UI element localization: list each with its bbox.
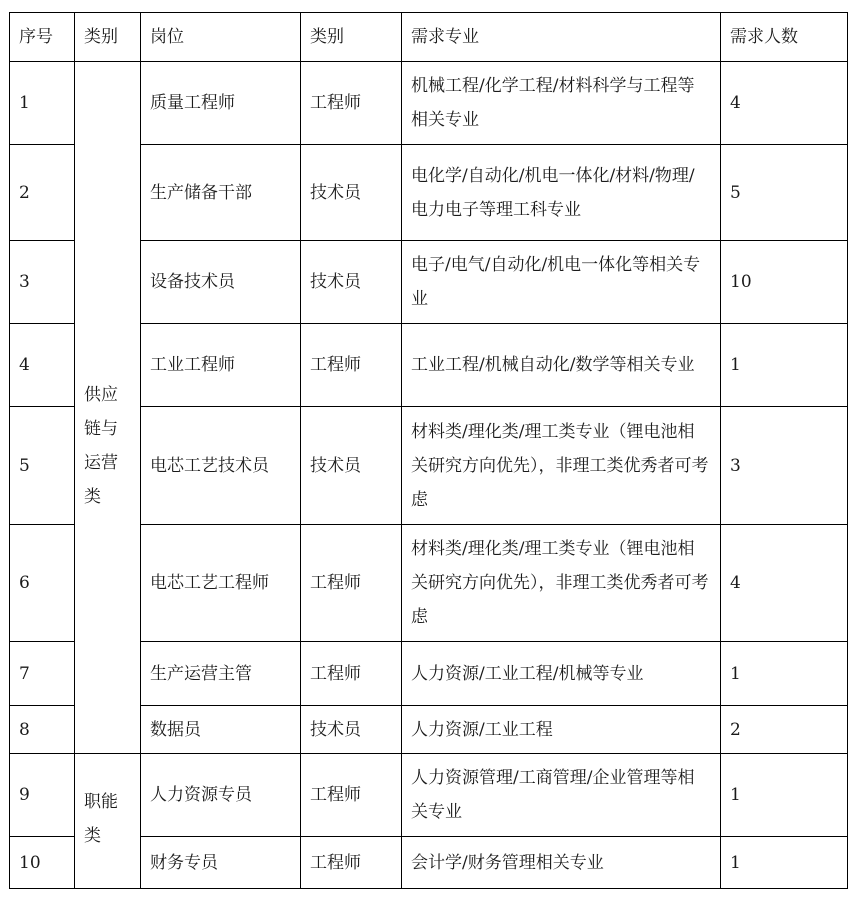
cell-type: 工程师 [301, 62, 402, 145]
cell-position: 生产储备干部 [141, 145, 301, 241]
cell-position: 财务专员 [141, 837, 301, 889]
cell-position: 电芯工艺工程师 [141, 525, 301, 642]
header-position: 岗位 [141, 13, 301, 62]
cell-count: 10 [721, 241, 848, 324]
cell-count: 4 [721, 62, 848, 145]
cell-major: 人力资源管理/工商管理/企业管理等相关专业 [402, 754, 721, 837]
cell-position: 电芯工艺技术员 [141, 407, 301, 525]
cell-type: 技术员 [301, 407, 402, 525]
cell-major: 机械工程/化学工程/材料科学与工程等相关专业 [402, 62, 721, 145]
cell-seq: 1 [10, 62, 75, 145]
cell-major: 人力资源/工业工程 [402, 706, 721, 754]
cell-type: 技术员 [301, 241, 402, 324]
cell-seq: 6 [10, 525, 75, 642]
category-line: 供应 [84, 384, 118, 405]
cell-count: 1 [721, 754, 848, 837]
cell-count: 2 [721, 706, 848, 754]
cell-position: 工业工程师 [141, 324, 301, 407]
cell-count: 1 [721, 642, 848, 706]
category-line: 链与 [84, 418, 118, 439]
cell-seq: 3 [10, 241, 75, 324]
header-seq: 序号 [10, 13, 75, 62]
cell-count: 3 [721, 407, 848, 525]
cell-major: 电子/电气/自动化/机电一体化等相关专业 [402, 241, 721, 324]
cell-type: 工程师 [301, 642, 402, 706]
cell-major: 材料类/理化类/理工类专业（锂电池相关研究方向优先），非理工类优秀者可考虑 [402, 525, 721, 642]
header-category: 类别 [75, 13, 141, 62]
table-row [10, 62, 848, 145]
cell-major: 会计学/财务管理相关专业 [402, 837, 721, 889]
cell-position: 生产运营主管 [141, 642, 301, 706]
cell-seq: 4 [10, 324, 75, 407]
header-type: 类别 [301, 13, 402, 62]
cell-type: 技术员 [301, 706, 402, 754]
cell-position: 设备技术员 [141, 241, 301, 324]
cell-category-group [75, 62, 141, 754]
category-line: 类 [84, 486, 101, 507]
category-line: 运营 [84, 452, 118, 473]
cell-type: 工程师 [301, 525, 402, 642]
cell-seq: 10 [10, 837, 75, 889]
cell-type: 工程师 [301, 324, 402, 407]
cell-major: 电化学/自动化/机电一体化/材料/物理/电力电子等理工科专业 [402, 145, 721, 241]
cell-count: 1 [721, 837, 848, 889]
job-requirements-table [9, 12, 848, 889]
cell-count: 1 [721, 324, 848, 407]
cell-seq: 7 [10, 642, 75, 706]
cell-major: 材料类/理化类/理工类专业（锂电池相关研究方向优先），非理工类优秀者可考虑 [402, 407, 721, 525]
cell-position: 质量工程师 [141, 62, 301, 145]
header-count: 需求人数 [721, 13, 848, 62]
header-major: 需求专业 [402, 13, 721, 62]
category-line: 职能 [84, 792, 118, 812]
cell-seq: 5 [10, 407, 75, 525]
cell-count: 4 [721, 525, 848, 642]
category-line: 类 [84, 826, 101, 846]
table-header-row [10, 13, 848, 62]
cell-type: 工程师 [301, 754, 402, 837]
table-row [10, 754, 848, 837]
cell-seq: 8 [10, 706, 75, 754]
cell-position: 人力资源专员 [141, 754, 301, 837]
cell-count: 5 [721, 145, 848, 241]
cell-category-group [75, 754, 141, 889]
cell-seq: 9 [10, 754, 75, 837]
cell-major: 人力资源/工业工程/机械等专业 [402, 642, 721, 706]
cell-major: 工业工程/机械自动化/数学等相关专业 [402, 324, 721, 407]
cell-type: 技术员 [301, 145, 402, 241]
cell-type: 工程师 [301, 837, 402, 889]
cell-position: 数据员 [141, 706, 301, 754]
cell-seq: 2 [10, 145, 75, 241]
